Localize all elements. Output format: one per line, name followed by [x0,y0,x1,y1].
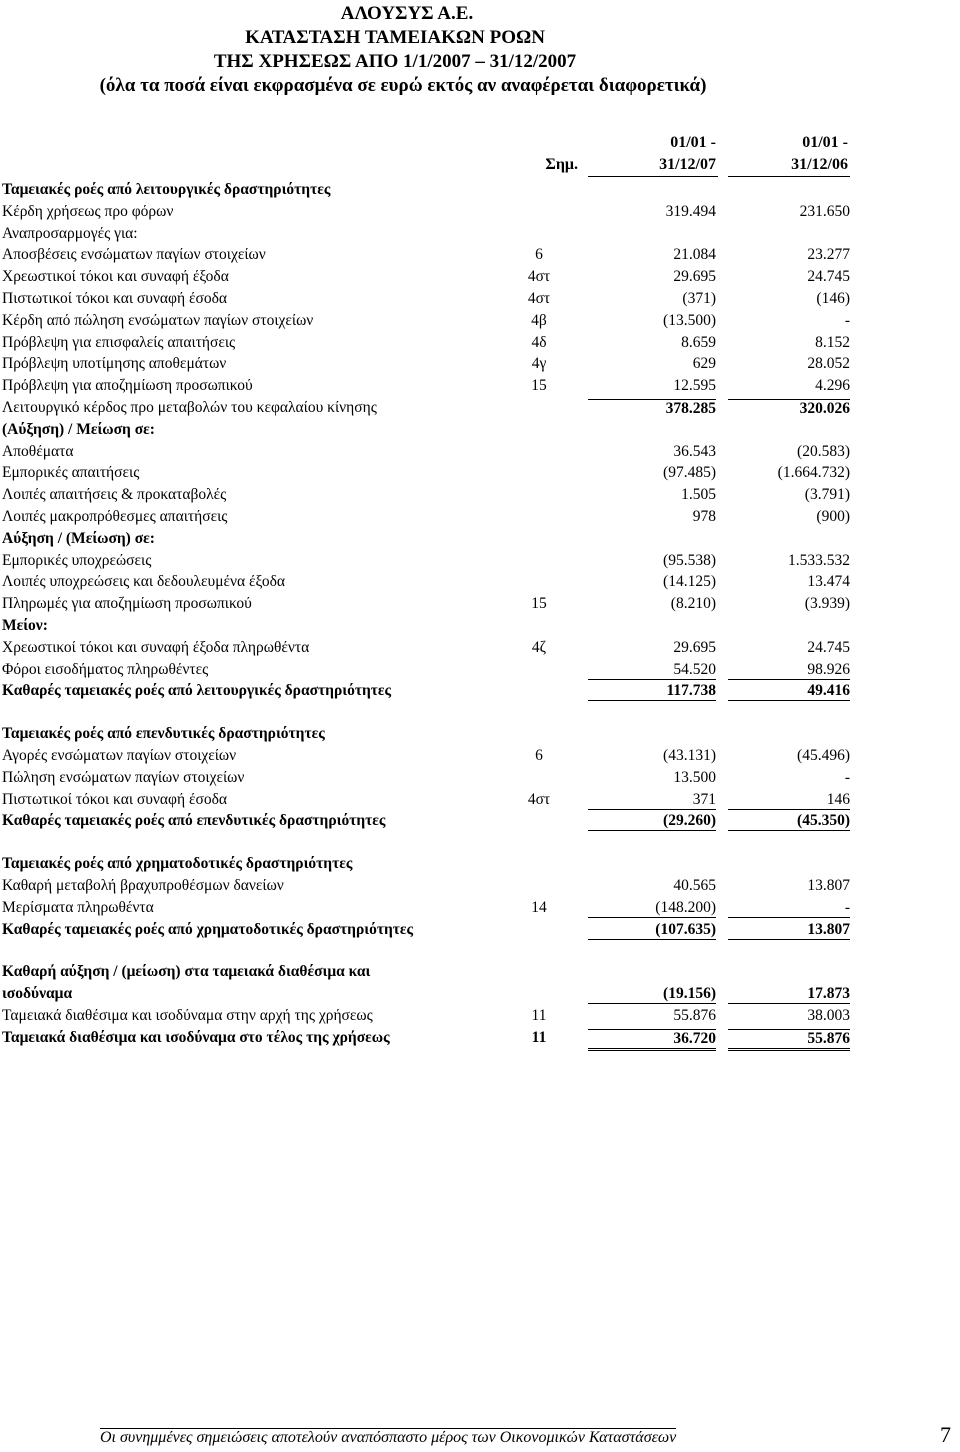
table-row [0,1028,960,1050]
row-label: Αποθέματα [2,442,74,460]
row-value-2007: (14.125) [663,573,716,591]
table-row [0,420,960,442]
row-label: Αναπροσαρμογές για: [2,224,138,242]
row-value-2006: - [844,768,850,786]
row-value-2007: 21.084 [673,246,716,264]
row-value-2007: 13.500 [673,768,716,786]
row-label: Ταμειακές ροές από επενδυτικές δραστηριότητες [2,725,325,743]
row-value-2006: 231.650 [799,202,850,220]
table-row [0,463,960,485]
row-note: 14 [531,898,547,916]
table-row [0,811,960,833]
row-label: Λοιπές μακροπρόθεσμες απαιτήσεις [2,507,228,525]
row-label: Κέρδη χρήσεως προ φόρων [2,202,174,220]
row-value-2006: (45.496) [797,746,850,764]
row-value-2006: 13.474 [807,573,850,591]
row-label: Καθαρές ταμειακές ροές από χρηματοδοτικές δραστηριότητες [2,920,414,938]
row-note: 15 [531,377,547,395]
row-label: Πιστωτικοί τόκοι και συναφή έσοδα [2,289,228,307]
row-value-2007: 12.595 [673,377,716,395]
table-row [0,638,960,660]
row-value-2006: (900) [816,507,850,525]
row-note: 15 [531,595,547,613]
row-value-2007: 36.543 [673,442,716,460]
row-value-2007: 319.494 [665,202,716,220]
row-value-2007: (43.131) [663,746,716,764]
row-value-2007: 378.285 [588,399,716,418]
column-headers [0,132,960,180]
year-2007-header [588,132,716,176]
table-row [0,289,960,311]
year-2006-underline [728,176,850,177]
year-2007-header-line2: 31/12/07 [659,156,716,173]
year-2006-header [728,132,848,176]
row-label: Εμπορικές υποχρεώσεις [2,551,152,569]
row-value-2007: 1.505 [681,486,716,504]
row-label: Κέρδη από πώληση ενσώματων παγίων στοιχείων [2,311,314,329]
table-row [0,202,960,224]
table-row [0,267,960,289]
row-note: 11 [531,1006,547,1024]
row-value-2007: 54.520 [588,661,716,680]
row-note: 4ζ [531,638,547,656]
year-2006-header-line1: 01/01 - [802,134,848,151]
row-label: (Αύξηση) / Μείωση σε: [2,420,155,438]
table-row [0,224,960,246]
row-note: 4γ [531,355,547,373]
row-value-2007: (107.635) [588,921,716,940]
row-note: 4δ [531,333,547,351]
table-row [0,311,960,333]
table-row [0,703,960,724]
table-row [0,1006,960,1028]
row-value-2007: 36.720 [588,1029,716,1051]
table-row [0,442,960,464]
row-note: 6 [535,246,543,264]
row-value-2007: (97.485) [663,464,716,482]
row-note: 4στ [527,289,551,307]
cash-flow-table [0,180,960,1049]
table-row [0,180,960,202]
row-label: Καθαρή μεταβολή βραχυπροθέσμων δανείων [2,876,284,894]
row-label: Πληρωμές για αποζημίωση προσωπικού [2,595,252,613]
row-value-2007: (148.200) [588,899,716,918]
row-note: 4β [531,311,547,329]
page-number: 7 [940,1422,951,1447]
table-row [0,876,960,898]
row-label: ισοδύναμα [2,985,73,1003]
table-row [0,594,960,616]
row-value-2006: 55.876 [728,1029,850,1051]
row-value-2007: (371) [682,289,716,307]
table-row [0,529,960,551]
table-row [0,354,960,376]
table-row [0,790,960,812]
table-row [0,941,960,962]
row-label: Πώληση ενσώματων παγίων στοιχείων [2,768,245,786]
table-row [0,746,960,768]
row-value-2007: (29.260) [588,812,716,831]
table-row [0,551,960,573]
row-value-2007: 40.565 [673,876,716,894]
row-value-2006: (3.939) [804,595,850,613]
row-value-2006: - [728,899,850,918]
row-label: Πρόβλεψη υποτίμησης αποθεμάτων [2,355,227,373]
row-label: Πρόβλεψη για επισφαλείς απαιτήσεις [2,333,236,351]
row-label: Πιστωτικοί τόκοι και συναφή έσοδα [2,790,228,808]
table-row [0,245,960,267]
row-value-2007: 978 [692,507,716,525]
row-value-2006: 17.873 [728,985,850,1004]
row-note: 4στ [527,268,551,286]
table-row [0,376,960,398]
row-label: Ταμειακές ροές από χρηματοδοτικές δραστηριότητες [2,855,353,873]
row-label: Αποσβέσεις ενσώματων παγίων στοιχείων [2,246,266,264]
table-row [0,660,960,682]
row-value-2006: (20.583) [797,442,850,460]
table-row [0,833,960,854]
row-value-2007: 55.876 [673,1006,716,1024]
row-label: Ταμειακά διαθέσιμα και ισοδύναμα στο τέλος της χρήσεως [2,1028,390,1046]
table-row [0,572,960,594]
row-label: Μείον: [2,616,48,634]
year-2007-header-line1: 01/01 - [670,134,716,151]
row-value-2007: (95.538) [663,551,716,569]
row-label: Μερίσματα πληρωθέντα [2,898,154,916]
row-value-2006: - [844,311,850,329]
row-label: Ταμειακές ροές από λειτουργικές δραστηριότητες [2,181,331,198]
row-label: Εμπορικές απαιτήσεις [2,464,140,482]
row-label: Καθαρή αύξηση / (μείωση) στα ταμειακά διαθέσιμα και [2,963,371,981]
row-value-2006: (3.791) [804,486,850,504]
row-label: Χρεωστικοί τόκοι και συναφή έξοδα πληρωθέντα [2,638,310,656]
table-row [0,616,960,638]
row-value-2007: (19.156) [588,985,716,1004]
row-value-2006: (1.664.732) [777,464,850,482]
table-row [0,724,960,746]
row-value-2007: 629 [692,355,716,373]
row-value-2006: 4.296 [815,377,850,395]
row-value-2006: 146 [728,791,850,810]
row-value-2006: 28.052 [807,355,850,373]
row-label: Λειτουργικό κέρδος προ μεταβολών του κεφαλαίου κίνησης [2,398,377,416]
row-label: Χρεωστικοί τόκοι και συναφή έξοδα [2,268,229,286]
statement-subtitle: (όλα τα ποσά είναι εκφρασμένα σε ευρώ εκτός αν αναφέρεται διαφορετικά) [99,75,707,96]
table-row [0,681,960,703]
row-label: Λοιπές υποχρεώσεις και δεδουλευμένα έξοδα [2,573,286,591]
row-label: Λοιπές απαιτήσεις & προκαταβολές [2,486,227,504]
note-column-header: Σημ. [545,156,578,173]
row-value-2006: 24.745 [807,268,850,286]
statement-header [0,2,960,98]
row-value-2007: 117.738 [588,682,716,701]
row-label: Καθαρές ταμειακές ροές από λειτουργικές δραστηριότητες [2,682,392,700]
row-value-2006: 23.277 [807,246,850,264]
row-value-2006: 1.533.532 [788,551,850,569]
table-row [0,920,960,942]
row-note: 11 [531,1028,547,1046]
row-label: Φόροι εισοδήματος πληρωθέντες [2,660,209,678]
row-note: 4στ [527,790,551,808]
row-label: Ταμειακά διαθέσιμα και ισοδύναμα στην αρχή της χρήσεως [2,1006,373,1024]
row-value-2006: 8.152 [815,333,850,351]
table-row [0,507,960,529]
year-2007-underline [588,176,718,177]
row-value-2006: 320.026 [728,399,850,418]
table-row [0,333,960,355]
row-label: Πρόβλεψη για αποζημίωση προσωπικού [2,377,253,395]
row-value-2006: 49.416 [728,682,850,701]
row-value-2006: 98.926 [728,661,850,680]
row-value-2006: 38.003 [807,1006,850,1024]
statement-title: ΚΑΤΑΣΤΑΣΗ ΤΑΜΕΙΑΚΩΝ ΡΟΩΝ [245,27,545,48]
footer-note: Οι συνημμένες σημειώσεις αποτελούν αναπόσπαστο μέρος των Οικονομικών Καταστάσεων [100,1429,677,1446]
row-value-2007: 8.659 [681,333,716,351]
row-value-2006: 13.807 [807,876,850,894]
row-value-2007: (8.210) [670,595,716,613]
table-row [0,984,960,1006]
row-label: Αύξηση / (Μείωση) σε: [2,529,155,547]
row-value-2006: 13.807 [728,921,850,940]
row-value-2006: (45.350) [728,812,850,831]
row-label: Καθαρές ταμειακές ροές από επενδυτικές δραστηριότητες [2,812,386,830]
table-row [0,962,960,984]
row-note: 6 [535,746,543,764]
row-value-2007: 29.695 [673,268,716,286]
row-label: Αγορές ενσώματων παγίων στοιχείων [2,746,237,764]
row-value-2007: 29.695 [673,638,716,656]
row-value-2006: 24.745 [807,638,850,656]
table-row [0,485,960,507]
table-row [0,768,960,790]
table-row [0,898,960,920]
company-name: ΑΛΟΥΣΥΣ Α.Ε. [340,3,474,24]
statement-period: ΤΗΣ ΧΡΗΣΕΩΣ ΑΠΟ 1/1/2007 – 31/12/2007 [213,51,577,72]
row-value-2007: (13.500) [663,311,716,329]
row-value-2006: (146) [816,289,850,307]
table-row [0,398,960,420]
year-2006-header-line2: 31/12/06 [791,156,848,173]
row-value-2007: 371 [588,791,716,810]
table-row [0,854,960,876]
